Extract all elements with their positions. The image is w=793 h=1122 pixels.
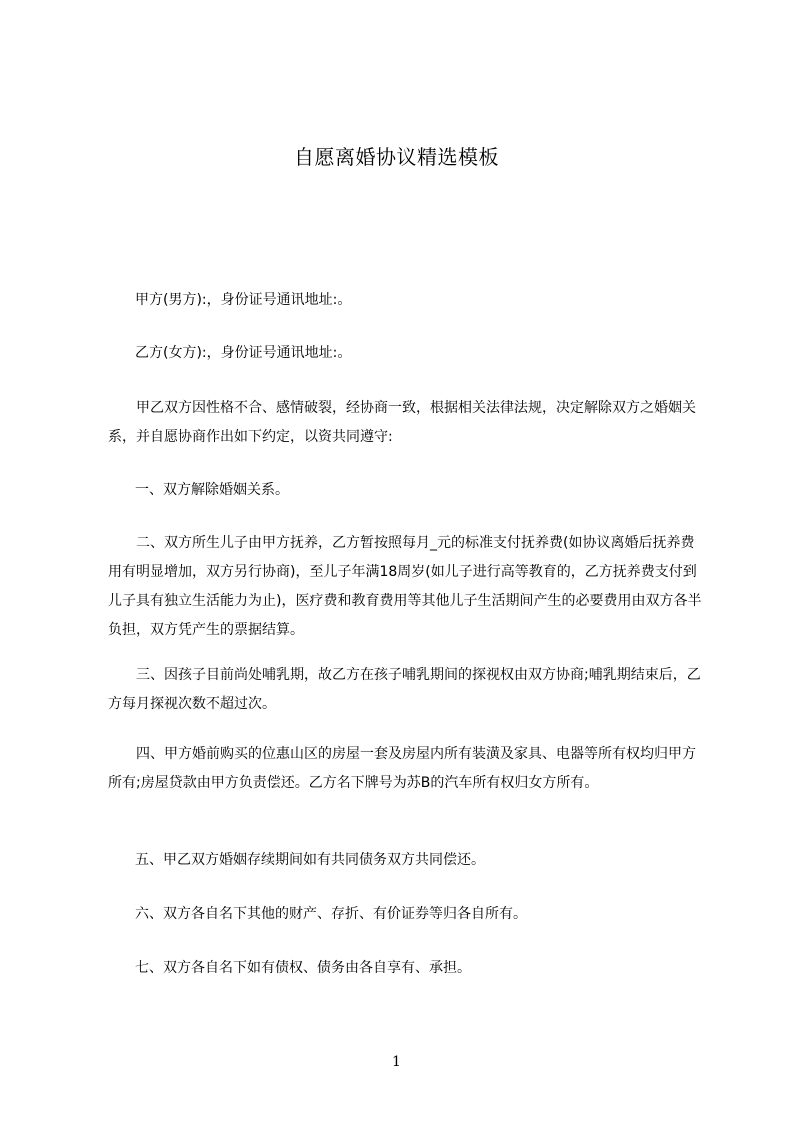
party-a-paragraph: 甲方(男方):，身份证号通讯地址:。 — [135, 292, 352, 308]
clause-6-paragraph: 六、双方各自名下其他的财产、存折、有价证券等归各自所有。 — [135, 906, 527, 922]
preamble-paragraph: 甲乙双方因性格不合、感情破裂，经协商一致，根据相关法律法规，决定解除双方之婚姻关系，并自愿协商作出如下约定，以资共同遵守: — [108, 400, 696, 445]
clause-7-paragraph: 七、双方各自名下如有债权、债务由各自享有、承担。 — [135, 960, 471, 976]
clause-1-paragraph: 一、双方解除婚姻关系。 — [135, 482, 289, 498]
clause-5-paragraph: 五、甲乙双方婚姻存续期间如有共同债务双方共同偿还。 — [135, 852, 485, 868]
clause-2-paragraph: 二、双方所生儿子由甲方抚养，乙方暂按照每月_元的标准支付抚养费(如协议离婚后抚养费用有明显增加，双方另行协商)，至儿子年满18周岁(如儿子进行高等教育的，乙方抚养费支付到儿子具有独立生活能力为止)，医疗费和教育费用等其他儿子生活期间产生的必要费用由双方各半负担，双方凭产生的票据结算。 — [108, 535, 702, 638]
party-b-paragraph: 乙方(女方):，身份证号通讯地址:。 — [135, 345, 352, 361]
document-title: 自愿离婚协议精选模板 — [294, 145, 499, 169]
page-number: 1 — [392, 1054, 401, 1070]
clause-3-paragraph: 三、因孩子目前尚处哺乳期，故乙方在孩子哺乳期间的探视权由双方协商;哺乳期结束后，乙方每月探视次数不超过次。 — [108, 667, 701, 712]
clause-4-paragraph: 四、甲方婚前购买的位惠山区的房屋一套及房屋内所有装潢及家具、电器等所有权均归甲方所有;房屋贷款由甲方负责偿还。乙方名下牌号为苏B的汽车所有权归女方所有。 — [108, 746, 696, 791]
